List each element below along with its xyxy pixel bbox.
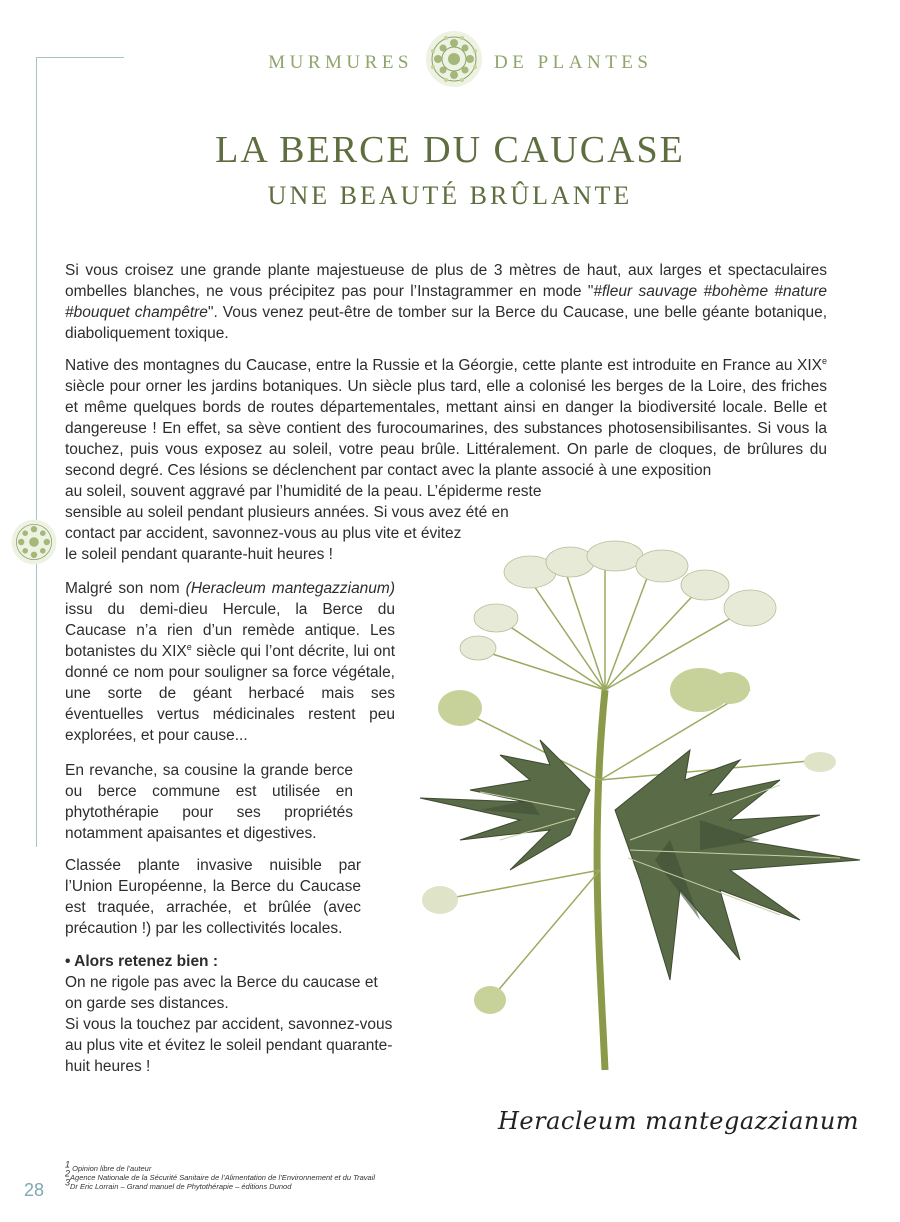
footnotes <box>65 1159 376 1191</box>
paragraph-origin-line: sensible au soleil pendant plusieurs années. Si vous avez été en <box>65 504 509 521</box>
page-number: 28 <box>24 1180 45 1200</box>
paragraph-cousin: En revanche, sa cousine la grande berce ou berce commune est utilisée en phytothérapie pour ses propriétés notamment apaisantes et digestives. <box>65 762 353 842</box>
latin-name: (Heracleum mantegazzianum) <box>185 580 395 597</box>
decorative-rule-left <box>36 57 37 847</box>
footnote: $^1$ Opinion libre de l’auteur <box>65 1159 152 1173</box>
floral-emblem-icon <box>424 29 484 89</box>
article-title: LA BERCE DU CAUCASE <box>215 129 685 171</box>
paragraph-invasive: Classée plante invasive nuisible par l’Union Européenne, la Berce du Caucase est traquée, arrachée, et brûlée (avec précaution !) par les collectivités locales. <box>65 857 361 937</box>
paragraph-origin-line: le soleil pendant quarante-huit heures ! <box>65 546 333 563</box>
paragraph-origin-line: au soleil, souvent aggravé par l’humidité de la peau. L’épiderme reste <box>65 483 542 500</box>
paragraph-reminder: • Alors retenez bien : On ne rigole pas avec la Berce du caucase et on garde ses distances. Si vous la touchez par accident, savonnez-vous au plus vite et évitez le soleil pendant quarante- huit heures ! <box>65 951 425 1077</box>
paragraph-intro: Si vous croisez une grande plante majestueuse de plus de 3 mètres de haut, aux larges et spectaculaires ombelles blanches, ne vous précipitez pas pour l’Instagrammer en mode "#fleur sauvage #bohème #nature #bouquet champêtre". Vous venez peut-être de tomber sur la Berce du Caucase, une belle géante botanique, diaboliquement toxique. <box>65 262 828 342</box>
decorative-rule-top <box>36 57 124 58</box>
footnote: $^3$Dr Eric Lorrain – Grand manuel de Phytothérapie – éditions Dunod <box>65 1177 292 1191</box>
article-subtitle: UNE BEAUTÉ BRÛLANTE <box>267 181 633 210</box>
brand-right-word: DE PLANTES <box>494 52 653 73</box>
footnote: $^2$Agence Nationale de la Sécurité Sanitaire de l’Alimentation de l’Environnement et du Travail <box>65 1168 376 1182</box>
paragraph-origin: Native des montagnes du Caucase, entre la Russie et la Géorgie, cette plante est introduite en France au XIXe siècle pour orner les jardins botaniques. Un siècle plus tard, elle a colonisé les berges de la Loire, des friches et même quelques bords de routes départementales, mettant ainsi en danger la biodiversité locale. Belle et dangereuse ! En effet, sa sève contient des furocoumarines, des substances photosensibilisantes. Si vous la touchez, puis vous exposez au soleil, votre peau brûle. Littéralement. On parle de cloques, de brûlures du second degré. Ces lésions se déclenchent par contact avec la plante associé à une exposition <box>65 355 827 479</box>
hogweed-illustration <box>400 540 890 1080</box>
hashtags: #fleur sauvage #bohème #nature #bouquet champêtre <box>65 283 828 321</box>
reminder-heading: • Alors retenez bien : <box>65 953 218 970</box>
paragraph-name: Malgré son nom (Heracleum mantegazzianum) issu du demi-dieu Hercule, la Berce du Caucase n’a rien d’un remède antique. Les botanistes du XIXe siècle qui l’ont décrite, lui ont donné ce nom pour souligner sa force végétale, une sorte de géant herbacé mais ses éventuelles vertus médicinales restent peu explorées, et pour cause... <box>65 580 395 744</box>
floral-emblem-icon <box>10 518 58 566</box>
illustration-caption: Heracleum mantegazzianum <box>498 1107 860 1135</box>
paragraph-origin-line: contact par accident, savonnez-vous au plus vite et évitez <box>65 525 462 542</box>
brand-left-word: MURMURES <box>268 52 413 73</box>
